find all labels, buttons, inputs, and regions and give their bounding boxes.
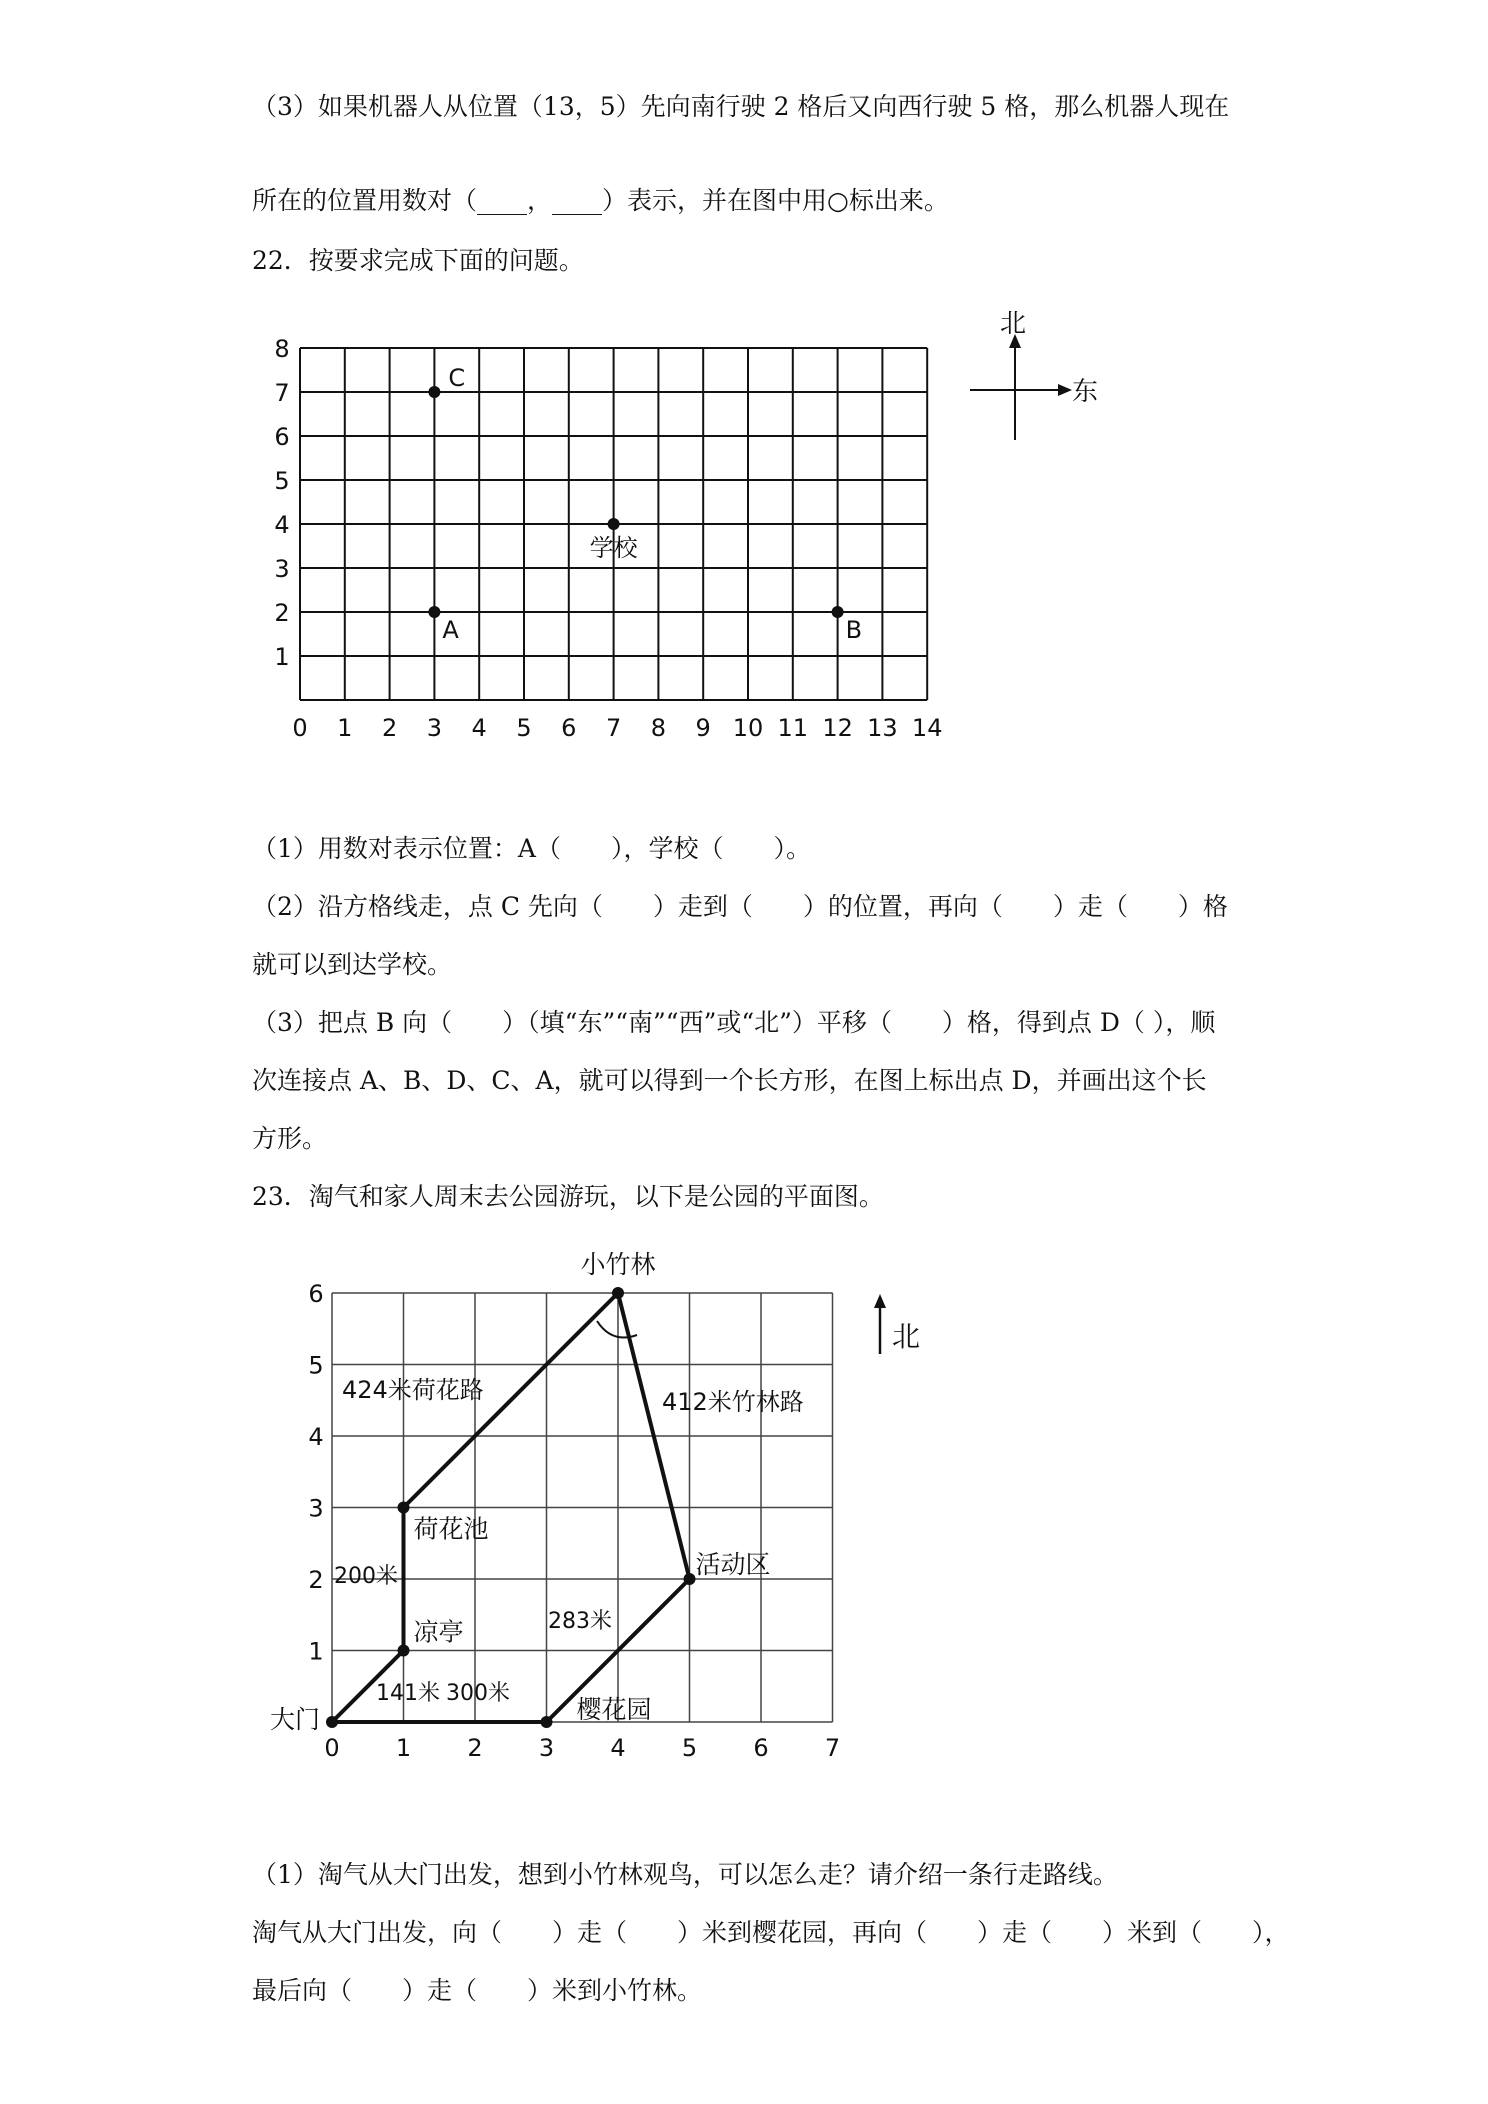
- park-x-tick-labels: [324, 1734, 840, 1762]
- x-tick-label: 13: [867, 714, 898, 742]
- x-tick-label: 7: [605, 714, 622, 742]
- y-tick-label: 3: [274, 555, 290, 583]
- q22-part3-line2: 次连接点 A、B、D、C、A，就可以得到一个长方形，在图上标出点 D，并画出这个长: [252, 1066, 1207, 1095]
- point-label: 学校: [589, 534, 638, 562]
- road-141m-label: 141米: [376, 1681, 440, 1706]
- park-point-label: 凉亭: [413, 1617, 464, 1647]
- x-tick-label: 1: [337, 714, 353, 742]
- q22-part1: （1）用数对表示位置：A（ ），学校（ ）。: [252, 834, 811, 863]
- park-points: [270, 1250, 771, 1734]
- road-200m-label: 200米: [334, 1564, 398, 1589]
- park-point-label: 大门: [269, 1705, 320, 1734]
- q22-part3-line1: （3）把点 B 向（ ）（填“东”“南”“西”或“北”）平移（ ）格，得到点 D（ ），顺: [252, 1008, 1216, 1037]
- park-point: [541, 1716, 553, 1728]
- lotus-road-label: 424米荷花路: [342, 1376, 484, 1404]
- park-x-tick-label: 7: [824, 1734, 841, 1762]
- road-300m-label: 300米: [446, 1681, 510, 1706]
- q23-answer-line2: 最后向（ ）走（ ）米到小竹林。: [252, 1976, 703, 2005]
- east-label: 东: [1072, 377, 1099, 407]
- x-tick-label: 12: [822, 714, 853, 742]
- x-tick-label: 9: [695, 714, 711, 742]
- park-y-tick-label: 4: [308, 1423, 324, 1451]
- q21-part3-line2: 所在的位置用数对（____，____）表示，并在图中用○标出来。: [252, 186, 949, 215]
- x-tick-label: 5: [516, 714, 532, 742]
- north-arrow-icon: [874, 1294, 886, 1308]
- grid-point: [428, 606, 440, 618]
- angle-mark-icon: [597, 1321, 637, 1338]
- park-x-tick-label: 1: [395, 1734, 412, 1762]
- park-x-tick-label: 5: [681, 1734, 698, 1762]
- y-tick-label: 1: [274, 643, 290, 671]
- x-tick-label: 6: [561, 714, 577, 742]
- park-y-tick-label: 6: [308, 1280, 324, 1308]
- q23-title: 23．淘气和家人周末去公园游玩，以下是公园的平面图。: [252, 1182, 884, 1211]
- x-tick-label: 3: [426, 714, 443, 742]
- park-y-tick-label: 1: [308, 1637, 324, 1666]
- park-x-tick-label: 0: [324, 1734, 340, 1762]
- park-point-label: 樱花园: [576, 1695, 652, 1724]
- q23-answer-line1: 淘气从大门出发，向（ ）走（ ）米到樱花园，再向（ ）走（ ）米到（ ），: [252, 1918, 1290, 1947]
- park-map-figure: [0, 1230, 1488, 1830]
- park-point: [326, 1716, 338, 1728]
- grid-point: [428, 386, 440, 398]
- grid-points: [428, 364, 862, 644]
- x-tick-label: 11: [777, 714, 809, 742]
- park-point: [398, 1502, 410, 1514]
- x-tick-labels: [292, 714, 942, 742]
- park-y-tick-label: 2: [308, 1566, 324, 1594]
- park-point-label: 小竹林: [580, 1250, 656, 1279]
- park-point-label: 活动区: [695, 1550, 771, 1579]
- q22-part2-line1: （2）沿方格线走，点 C 先向（ ）走到（ ）的位置，再向（ ）走（ ）格: [252, 892, 1228, 921]
- park-x-tick-label: 3: [538, 1734, 555, 1762]
- park-compass: [874, 1294, 920, 1354]
- y-tick-label: 6: [274, 423, 290, 451]
- park-y-tick-label: 3: [308, 1494, 324, 1523]
- bamboo-road-label: 412米竹林路: [662, 1388, 804, 1416]
- park-y-tick-label: 5: [308, 1351, 324, 1380]
- park-point: [398, 1645, 410, 1657]
- q21-part3-line1: （3）如果机器人从位置（13，5）先向南行驶 2 格后又向西行驶 5 格，那么机器人现在: [252, 92, 1230, 121]
- compass-rose: [970, 309, 1098, 440]
- grid-figure-1: [0, 0, 1488, 800]
- grid-point: [832, 606, 844, 618]
- x-tick-label: 10: [732, 714, 764, 742]
- y-tick-label: 4: [274, 511, 290, 539]
- park-point-label: 荷花池: [413, 1514, 489, 1544]
- q22-part3-line3: 方形。: [252, 1124, 328, 1153]
- y-tick-labels: [274, 335, 289, 671]
- park-point: [684, 1573, 696, 1585]
- q22-title: 22．按要求完成下面的问题。: [252, 246, 584, 275]
- park-point: [612, 1287, 624, 1299]
- east-arrow-icon: [1058, 384, 1072, 396]
- park-north-label: 北: [892, 1320, 921, 1353]
- point-label: C: [448, 364, 466, 392]
- park-x-tick-label: 6: [753, 1734, 769, 1762]
- x-tick-label: 0: [292, 714, 308, 742]
- y-tick-label: 7: [274, 379, 290, 407]
- q23-part1: （1）淘气从大门出发，想到小竹林观鸟，可以怎么走？请介绍一条行走路线。: [252, 1860, 1118, 1889]
- north-label: 北: [1000, 309, 1027, 339]
- q22-part2-line2: 就可以到达学校。: [252, 950, 453, 979]
- y-tick-label: 5: [274, 467, 290, 495]
- x-tick-label: 8: [650, 714, 667, 742]
- y-tick-label: 2: [274, 599, 290, 627]
- x-tick-label: 4: [471, 714, 487, 742]
- y-tick-label: 8: [274, 335, 290, 363]
- x-tick-label: 14: [911, 714, 943, 742]
- x-tick-label: 2: [381, 714, 398, 742]
- park-x-tick-label: 2: [467, 1734, 483, 1762]
- point-label: A: [442, 616, 459, 644]
- point-label: B: [845, 616, 863, 644]
- park-y-tick-labels: [308, 1280, 323, 1666]
- park-x-tick-label: 4: [610, 1734, 626, 1762]
- road-283m-label: 283米: [548, 1609, 612, 1634]
- grid-point: [608, 518, 620, 530]
